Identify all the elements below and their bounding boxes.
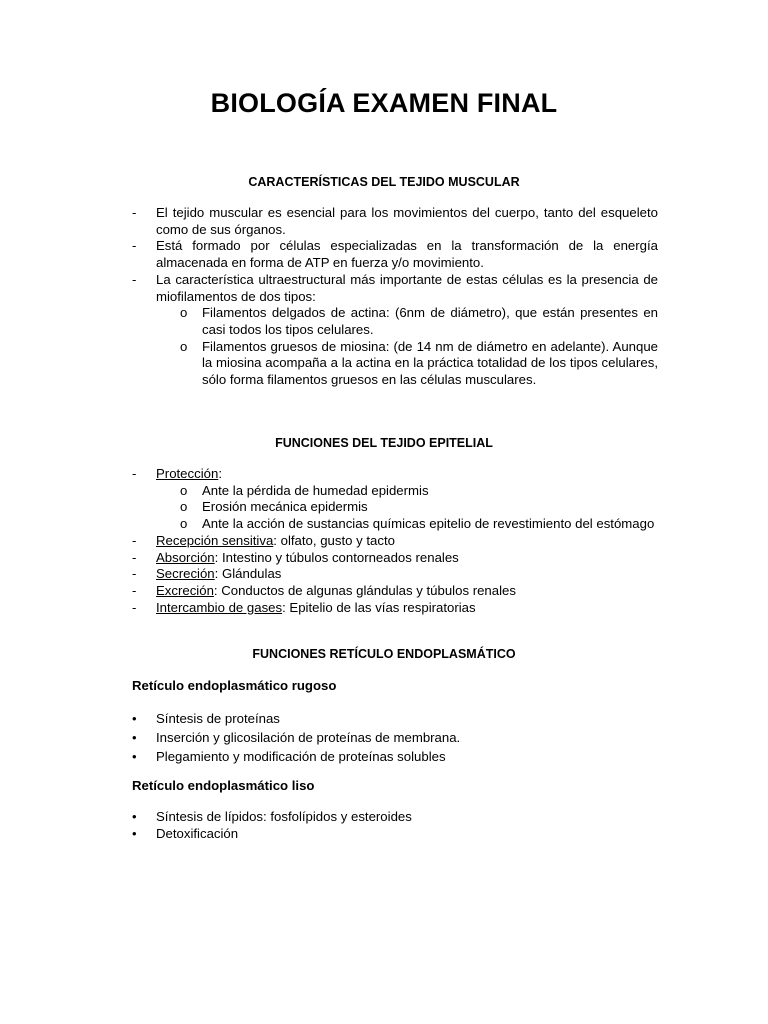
term-secrecion: Secreción	[156, 566, 215, 582]
rugoso-list	[132, 709, 658, 766]
list-item	[132, 533, 658, 550]
list-item	[132, 709, 658, 728]
sub-list-item	[132, 339, 658, 389]
muscular-list	[132, 205, 658, 389]
term-intercambio-gases: Intercambio de gases	[156, 599, 283, 615]
list-item-text: Está formado por células especializadas en la transformación de la energía almacenada en forma de ATP en fuerza y/o movimiento.	[156, 238, 658, 271]
list-item-text: La característica ultraestructural más importante de estas células es la presencia de miofilamentos de dos tipos:	[156, 271, 658, 304]
list-item	[132, 583, 658, 600]
subheading-rugoso: Retículo endoplasmático rugoso	[132, 678, 337, 693]
document-title: BIOLOGÍA EXAMEN FINAL	[210, 88, 558, 118]
term-excrecion: Excreción	[156, 582, 214, 598]
sub-list-item	[132, 499, 658, 516]
sub-list-item	[132, 483, 658, 500]
sub-list-item-text: Filamentos delgados de actina: (6nm de diámetro), que están presentes en casi todos los tipos celulares.	[202, 305, 658, 337]
term-description: : olfato, gusto y tacto	[273, 532, 395, 548]
term-description: :	[218, 466, 222, 481]
sub-list-item-text: Filamentos gruesos de miosina: (de 14 nm de diámetro en adelante). Aunque la miosina acompaña a la actina en la práctica totalidad de los tipos celulares, sólo forma filamentos gruesos en las células musculares.	[202, 338, 658, 388]
dash-marker: -	[132, 549, 137, 565]
bullet-marker: •	[132, 749, 137, 764]
circle-marker: o	[180, 305, 188, 321]
list-item	[132, 272, 658, 305]
list-item	[132, 826, 658, 843]
bullet-marker: •	[132, 711, 137, 726]
term-absorcion: Absorción	[156, 549, 215, 565]
sub-list-item	[132, 516, 658, 533]
circle-marker: o	[180, 499, 188, 515]
bullet-marker: •	[132, 809, 137, 824]
list-item	[132, 747, 658, 766]
subheading-liso: Retículo endoplasmático liso	[132, 778, 315, 793]
term-description: : Intestino y túbulos contorneados renales	[214, 549, 459, 565]
term-recepcion: Recepción sensitiva	[156, 532, 274, 548]
sub-list-item-text: Ante la pérdida de humedad epidermis	[202, 482, 429, 498]
sub-list-item-text: Erosión mecánica epidermis	[202, 499, 368, 515]
list-item	[132, 600, 658, 617]
section-heading-muscular: CARACTERÍSTICAS DEL TEJIDO MUSCULAR	[248, 175, 520, 189]
list-item	[132, 809, 658, 826]
sub-list-item-text: Ante la acción de sustancias químicas epitelio de revestimiento del estómago	[202, 516, 655, 532]
section-heading-reticulo: FUNCIONES RETÍCULO ENDOPLASMÁTICO	[252, 647, 516, 661]
list-item-text: El tejido muscular es esencial para los movimientos del cuerpo, tanto del esqueleto como de sus órganos.	[156, 205, 658, 237]
term-proteccion: Protección	[156, 466, 219, 481]
dash-marker: -	[132, 599, 137, 615]
bullet-marker: •	[132, 825, 137, 841]
dash-marker: -	[132, 238, 137, 254]
circle-marker: o	[180, 516, 188, 532]
list-item-text: Síntesis de proteínas	[156, 711, 280, 726]
muscular-sublist	[132, 305, 658, 389]
term-description: : Epitelio de las vías respiratorias	[282, 599, 476, 615]
list-item-text: Detoxificación	[156, 825, 239, 841]
term-description: : Glándulas	[214, 566, 282, 582]
epitelial-list	[132, 466, 658, 616]
list-item-text: Plegamiento y modificación de proteínas solubles	[156, 749, 446, 764]
liso-list	[132, 809, 658, 842]
circle-marker: o	[180, 338, 188, 354]
list-item-text: Síntesis de lípidos: fosfolípidos y esteroides	[156, 809, 412, 824]
dash-marker: -	[132, 532, 137, 548]
dash-marker: -	[132, 205, 137, 220]
dash-marker: -	[132, 271, 137, 287]
proteccion-sublist	[132, 483, 658, 533]
bullet-marker: •	[132, 730, 137, 745]
sub-list-item	[132, 305, 658, 338]
list-item	[132, 566, 658, 583]
dash-marker: -	[132, 566, 137, 582]
circle-marker: o	[180, 482, 188, 498]
list-item	[132, 205, 658, 238]
list-item	[132, 728, 658, 747]
list-item-text: Inserción y glicosilación de proteínas de membrana.	[156, 730, 461, 745]
dash-marker: -	[132, 582, 137, 598]
dash-marker: -	[132, 466, 137, 481]
list-item	[132, 238, 658, 271]
list-item	[132, 466, 658, 483]
section-heading-epitelial: FUNCIONES DEL TEJIDO EPITELIAL	[275, 436, 493, 450]
term-description: : Conductos de algunas glándulas y túbulos renales	[213, 582, 516, 598]
list-item	[132, 550, 658, 567]
